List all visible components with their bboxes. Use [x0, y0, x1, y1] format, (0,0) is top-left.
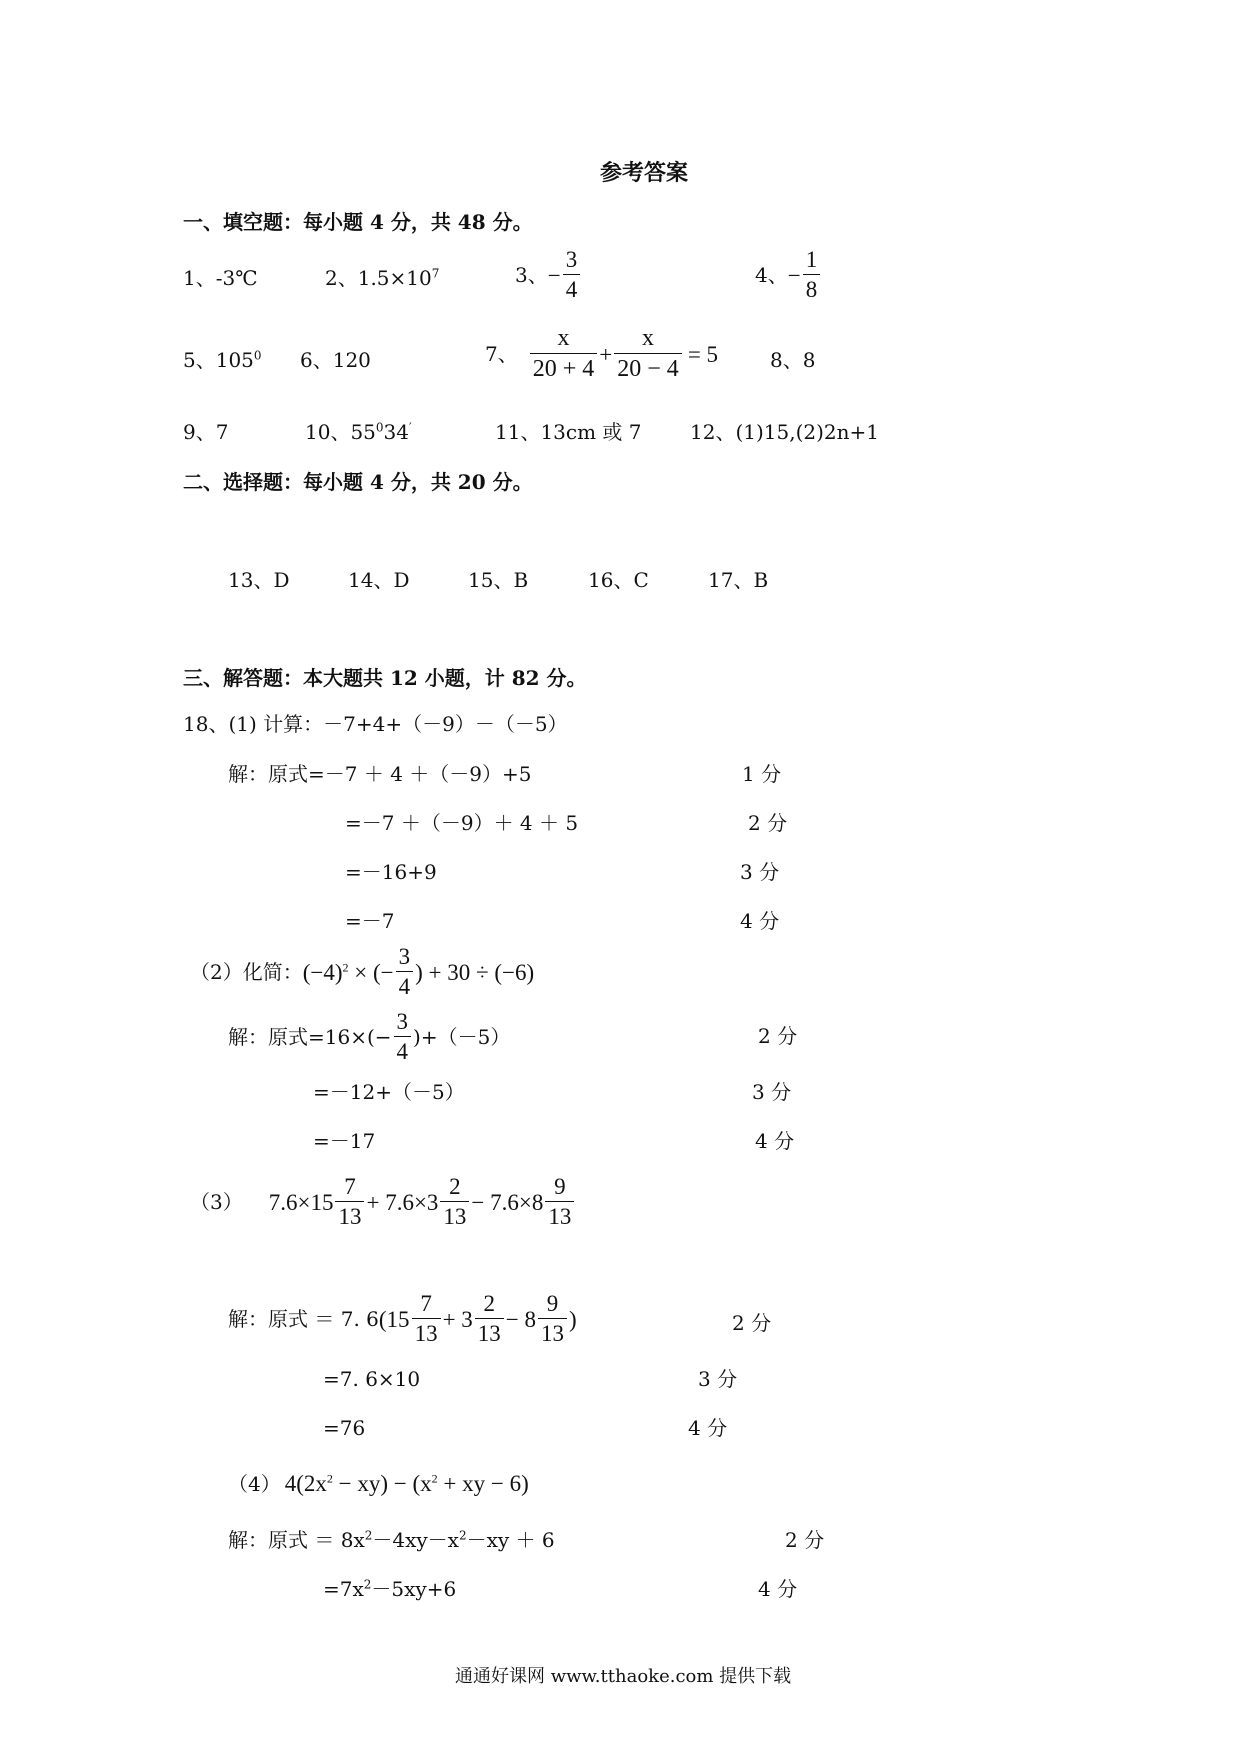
q18-part2-question: （2）化简： $(-4)^2$ × (− $\frac{3}{4}$ ) + 30 ÷ (−6) — [190, 944, 535, 1000]
score: 4 分 — [755, 1129, 795, 1153]
fraction: $\frac{x}{20 - 4}$ — [614, 326, 682, 382]
q18-part3-step1: 解：原式 ＝ 7. 6 (15 $\frac{7}{13}$ + 3 $\frac{2}{13}$ − 8 $\frac{9}{13}$ ) — [228, 1291, 577, 1347]
choice-15: 15、B — [468, 568, 529, 592]
fraction: $\frac{3}{4}$ — [563, 248, 581, 302]
score: 1 分 — [742, 762, 782, 786]
choice-16: 16、C — [588, 568, 649, 592]
score: 2 分 — [748, 811, 788, 835]
q18-part1-step3: =－16+9 — [345, 860, 437, 884]
q18-part4-step2: $=7x^2-5xy+6$ — [323, 1577, 457, 1601]
score: 4 分 — [740, 909, 780, 933]
q18-part2-step2: =－12+（－5） — [313, 1080, 465, 1104]
score: 4 分 — [688, 1416, 728, 1440]
fraction: $\frac{3}{4}$ — [396, 945, 414, 999]
choice-13: 13、D — [228, 568, 290, 592]
answer-9: 9、7 — [183, 420, 229, 444]
section-choice-heading: 二、选择题：每小题 4 分，共 20 分。 — [183, 470, 533, 494]
fraction: $\frac{2}{13}$ — [440, 1175, 469, 1229]
fraction: $\frac{x}{20 + 4}$ — [530, 326, 598, 382]
fraction: $\frac{2}{13}$ — [475, 1292, 504, 1346]
section-solve-heading: 三、解答题：本大题共 12 小题，计 82 分。 — [183, 666, 587, 690]
page-footer: 通通好课网 www.tthaoke.com 提供下载 — [455, 1666, 792, 1687]
q18-part3-question: （3） 7.6×15 $\frac{7}{13}$ + 7.6×3 $\frac{2}{13}$ − 7.6×8 $\frac{9}{13}$ — [190, 1175, 576, 1229]
answer-4: 4、 − $\frac{1}{8}$ — [755, 248, 822, 302]
q18-part2-step3: =－17 — [313, 1129, 376, 1153]
answer-7: 7、 $\frac{x}{20 + 4}$ + $\frac{x}{20 - 4}$ = 5 — [485, 325, 719, 383]
score: 3 分 — [740, 860, 780, 884]
fraction: $\frac{7}{13}$ — [412, 1292, 441, 1346]
answer-3: 3、 − $\frac{3}{4}$ — [515, 248, 582, 302]
fraction: $\frac{9}{13}$ — [538, 1292, 567, 1346]
answer-6: 6、120 — [300, 348, 371, 372]
q18-part2-step1: 解：原式=16×(− $\frac{3}{4}$ )+（－5） — [228, 1009, 511, 1065]
q18-part1-step1: 解：原式=－7 ＋ 4 ＋（－9）+5 — [228, 762, 532, 786]
answer-2: 2、$1.5\times 10^7$ — [325, 266, 440, 290]
q18-part3-step2: =7. 6×10 — [323, 1367, 421, 1391]
answer-10: 10、$55^034'$ — [305, 420, 412, 444]
q18-part4-question: （4） $4(2x^2 - xy) - (x^2$ + xy − 6) — [228, 1471, 529, 1496]
score: 3 分 — [698, 1367, 738, 1391]
answer-11: 11、13cm 或 7 — [495, 420, 642, 444]
fraction: $\frac{9}{13}$ — [545, 1175, 574, 1229]
q18-part1-question: 18、(1) 计算：－7+4+（－9）－（－5） — [183, 712, 568, 736]
score: 4 分 — [758, 1577, 798, 1601]
fraction: $\frac{1}{8}$ — [803, 248, 821, 302]
choice-14: 14、D — [348, 568, 410, 592]
answer-5: 5、$105^0$ — [183, 348, 262, 372]
answer-1: 1、-3℃ — [183, 266, 258, 290]
q18-part1-step4: =－7 — [345, 909, 395, 933]
q18-part1-step2: =－7 ＋（－9）＋ 4 ＋ 5 — [345, 811, 579, 835]
score: 2 分 — [758, 1024, 798, 1048]
score: 2 分 — [732, 1311, 772, 1335]
page-title: 参考答案 — [600, 160, 689, 186]
answer-8: 8、8 — [770, 348, 816, 372]
fraction: $\frac{7}{13}$ — [335, 1175, 364, 1229]
section-fill-heading: 一、填空题：每小题 4 分，共 48 分。 — [183, 210, 533, 234]
answer-12: 12、(1)15,(2)2n+1 — [690, 420, 880, 444]
fraction: $\frac{3}{4}$ — [394, 1010, 412, 1064]
score: 3 分 — [752, 1080, 792, 1104]
q18-part3-step3: =76 — [323, 1416, 366, 1440]
score: 2 分 — [785, 1528, 825, 1552]
q18-part4-step1: 解：原式 ＝ $8x^2-4xy-x^2-xy + 6$ — [228, 1528, 555, 1552]
choice-17: 17、B — [708, 568, 769, 592]
